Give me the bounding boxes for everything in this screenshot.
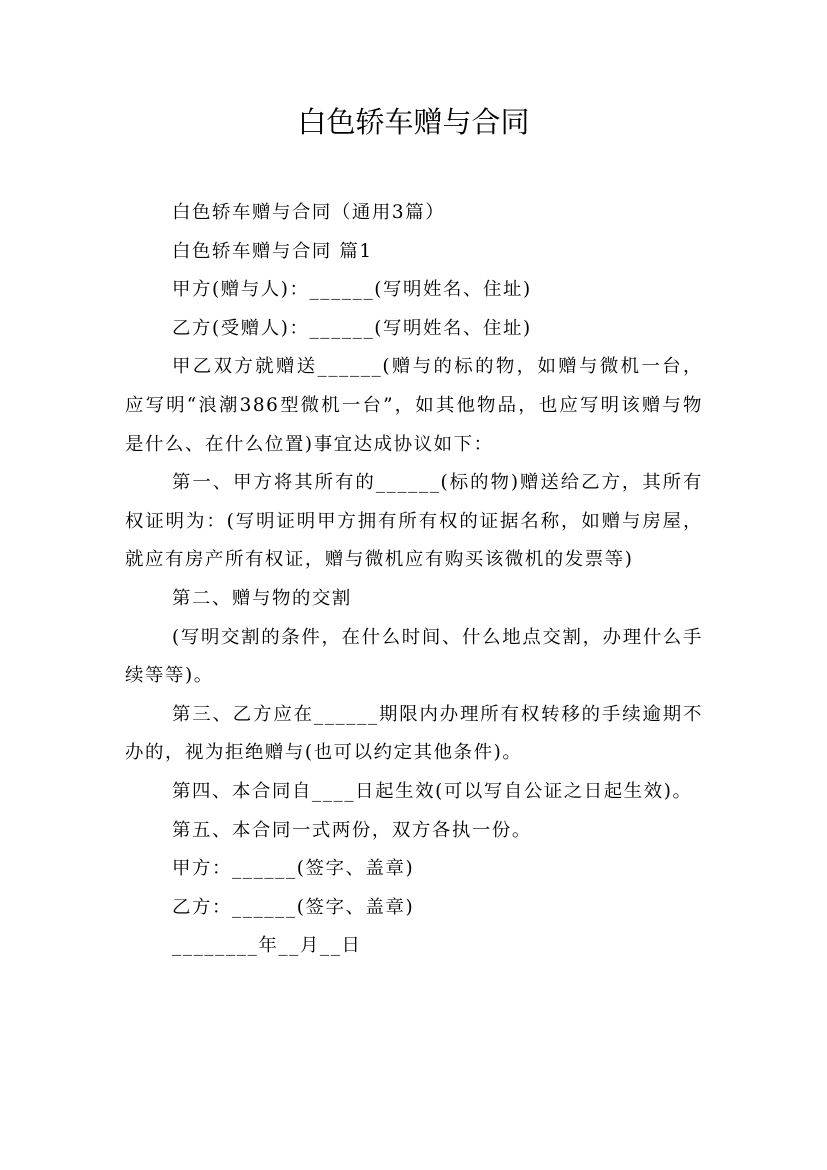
paragraph-party-b: 乙方(受赠人)：______(写明姓名、住址) [172, 317, 532, 339]
paragraph-clause-2-body: (写明交割的条件，在什么时间、什么地点交割，办理什么手续等等)。 [125, 626, 703, 687]
paragraph-clause-5: 第五、本合同一式两份，双方各执一份。 [172, 819, 532, 841]
document-body [125, 194, 703, 966]
paragraph-doc-heading: 白色轿车赠与合同（通用3篇） [172, 202, 446, 223]
signature-party-b: 乙方：______(签字、盖章) [172, 896, 415, 918]
paragraph-clause-4: 第四、本合同自____日起生效(可以写自公证之日起生效)。 [172, 780, 693, 802]
paragraph-party-a: 甲方(赠与人)：______(写明姓名、住址) [172, 279, 532, 301]
paragraph-clause-3: 第三、乙方应在______期限内办理所有权转移的手续逾期不办的，视为拒绝赠与(也可以约定其他条件)。 [125, 703, 703, 764]
paragraph-section-heading: 白色轿车赠与合同 篇1 [172, 240, 373, 262]
paragraph-agreement: 甲乙双方就赠送______(赠与的标的物，如赠与微机一台，应写明“浪潮386型微机一台”，如其他物品，也应写明该赠与物是什么、在什么位置)事宜达成协议如下： [125, 356, 703, 455]
signature-date: ________年__月__日 [172, 935, 362, 957]
signature-party-a: 甲方：______(签字、盖章) [172, 858, 415, 880]
paragraph-clause-1: 第一、甲方将其所有的______(标的物)赠送给乙方，其所有权证明为：(写明证明甲方拥有所有权的证据名称，如赠与房屋，就应有房产所有权证，赠与微机应有购买该微机的发票等) [125, 472, 703, 571]
paragraph-clause-2-heading: 第二、赠与物的交割 [172, 587, 352, 609]
document-title: 白色轿车赠与合同 [297, 105, 530, 139]
